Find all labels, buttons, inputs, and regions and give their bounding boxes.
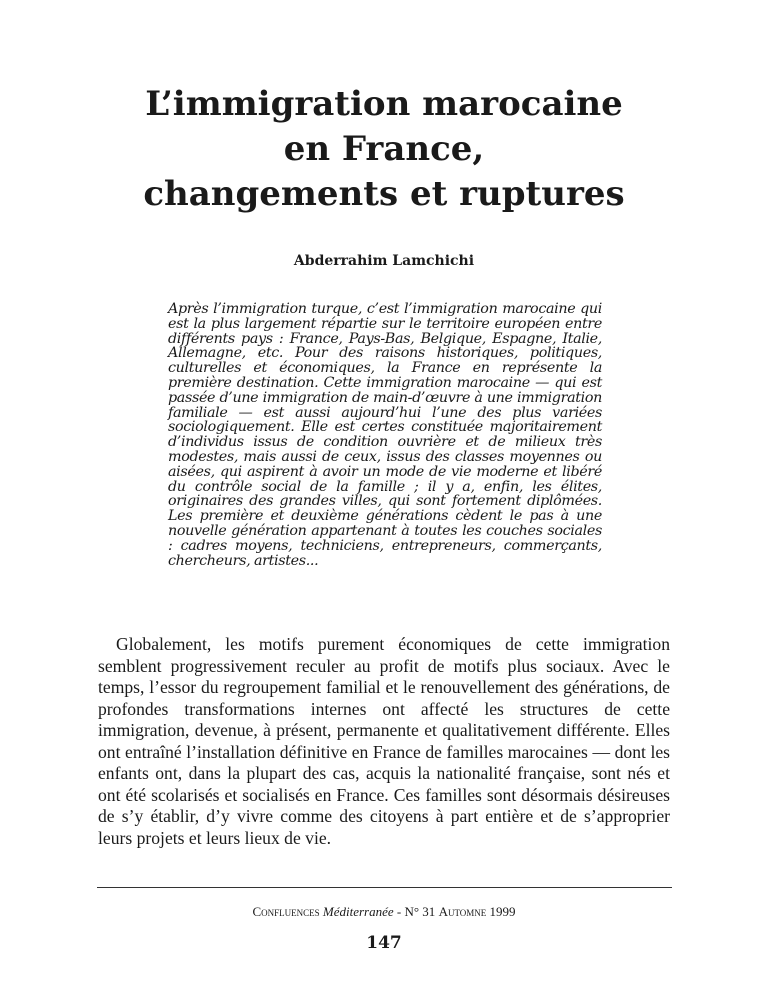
journal-name: Confluences [252, 904, 320, 919]
issue-year: 1999 [489, 904, 516, 919]
article-title [80, 82, 688, 217]
author-name: Abderrahim Lamchichi [293, 253, 475, 269]
footer-divider [97, 887, 672, 888]
page-number: 147 [366, 933, 402, 953]
title-line-3: changements et ruptures [143, 174, 625, 214]
issue-number: - N° 31 [396, 904, 436, 919]
issue-season: Automne [438, 904, 487, 919]
body-paragraph: Globalement, les motifs purement économiques de cette immigration semblent progressivement reculer au profit de motifs plus sociaux. Avec le temps, l’essor du regroupement familial et le renouvellement des générations, de profondes transformations internes ont affecté les structures de cette immigration, devenue, à présent, permanente et qualitativement différente. Elles ont entraîné l’installation définitive en France de familles marocaines — dont les enfants ont, dans la plupart des cas, acquis la nationalité française, sont nés et ont été scolarisés et socialisés en France. Ces familles sont désormais désireuses de s’y établir, d’y vivre comme des citoyens à part entière et de s’approprier leurs projets et leurs lieux de vie. [98, 634, 670, 848]
title-line-1: L’immigration marocaine [145, 84, 623, 124]
article-abstract: Après l’immigration turque, c’est l’immigration marocaine qui est la plus largement répartie sur le territoire européen entre différents pays : France, Pays-Bas, Belgique, Espagne, Italie, Allemagne, etc. Pour des raisons historiques, politiques, culturelles et économiques, la France en représente la première destination. Cette immigration marocaine — qui est passée d’une immigration de main-d’œuvre à une immigration familiale — est aussi aujourd’hui l’une des plus variées sociologiquement. Elle est certes constituée majoritairement d’individus issus de condition ouvrière et de milieux très modestes, mais aussi de ceux, issus des classes moyennes ou aisées, qui aspirent à avoir un mode de vie moderne et libéré du contrôle social de la famille ; il y a, enfin, les élites, originaires des grandes villes, qui sont fortement diplômées. Les première et deuxième générations cèdent le pas à une nouvelle génération appartenant à toutes les couches sociales : cadres moyens, techniciens, entrepreneurs, commerçants, chercheurs, artistes... [168, 301, 602, 569]
journal-name-italic: Méditerranée [322, 904, 394, 919]
running-footer [80, 904, 688, 920]
title-line-2: en France, [283, 129, 485, 169]
